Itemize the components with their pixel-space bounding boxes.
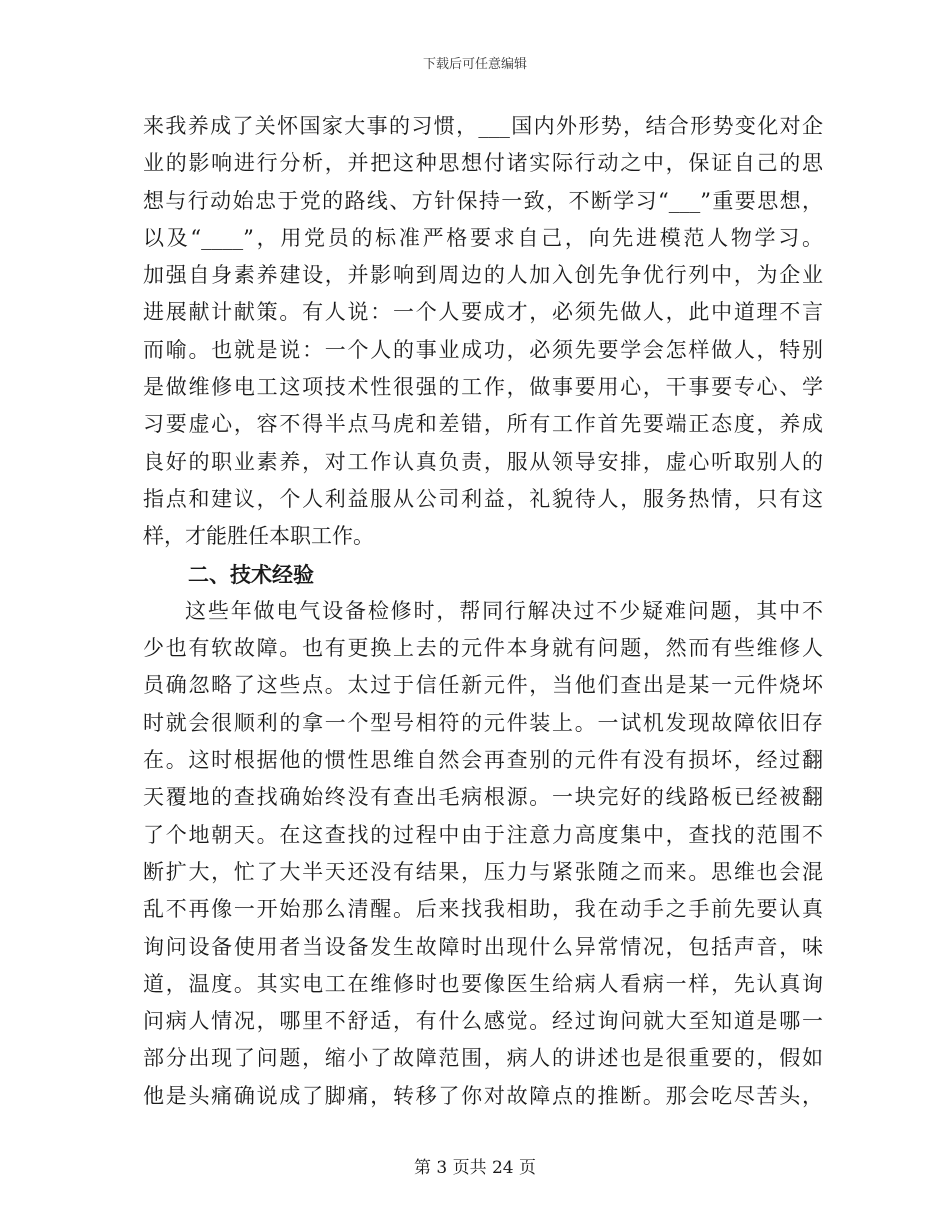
text-line: 指点和建议，个人利益服从公司利益，礼貌待人，服务热情，只有这 [143,486,823,511]
text-line: 询问设备使用者当设备发生故障时出现什么异常情况，包括声音，味 [143,934,823,959]
text-line: 想与行动始忠于党的路线、方针保持一致，不断学习“___”重要思想， [143,188,823,213]
document-body [143,108,823,1115]
text-line: 是做维修电工这项技术性很强的工作，做事要用心，干事要专心、学 [143,375,823,400]
text-line: 加强自身素养建设，并影响到周边的人加入创先争优行列中，为企业 [143,263,823,288]
text-line: 习要虚心，容不得半点马虎和差错，所有工作首先要端正态度，养成 [143,412,823,437]
text-line: 部分出现了问题，缩小了故障范围，病人的讲述也是很重要的，假如 [143,1046,823,1071]
text-line: 天覆地的查找确始终没有查出毛病根源。一块完好的线路板已经被翻 [143,785,823,810]
text-line: 这些年做电气设备检修时，帮同行解决过不少疑难问题，其中不 [185,598,823,623]
text-line: 他是头痛确说成了脚痛，转移了你对故障点的推断。那会吃尽苦头， [143,1083,823,1108]
section-heading: 二、技术经验 [188,561,314,587]
text-line: 了个地朝天。在这查找的过程中由于注意力高度集中，查找的范围不 [143,822,823,847]
text-line: 而喻。也就是说：一个人的事业成功，必须先要学会怎样做人，特别 [143,337,823,362]
page-footer: 第 3 页共 24 页 [413,1158,537,1178]
page-header: 下载后可任意编辑 [422,57,527,72]
text-line: 以及“____”，用党员的标准严格要求自己，向先进模范人物学习。 [143,225,823,250]
text-line: 时就会很顺利的拿一个型号相符的元件装上。一试机发现故障依旧存 [143,710,823,735]
text-line: 进展献计献策。有人说：一个人要成才，必须先做人，此中道理不言 [143,300,823,325]
text-line: 问病人情况，哪里不舒适，有什么感觉。经过询问就大至知道是哪一 [143,1009,823,1034]
text-line: 断扩大，忙了大半天还没有结果，压力与紧张随之而来。思维也会混 [143,859,823,884]
text-line: 道，温度。其实电工在维修时也要像医生给病人看病一样，先认真询 [143,971,823,996]
text-line: 来我养成了关怀国家大事的习惯，___国内外形势，结合形势变化对企 [143,114,823,138]
text-line: 业的影响进行分析，并把这种思想付诸实际行动之中，保证自己的思 [143,151,823,176]
text-line: 员确忽略了这些点。太过于信任新元件，当他们查出是某一元件烧坏 [143,673,823,698]
text-line: 在。这时根据他的惯性思维自然会再查别的元件有没有损坏，经过翻 [143,748,823,773]
text-line: 良好的职业素养，对工作认真负责，服从领导安排，虚心听取别人的 [143,449,823,474]
text-line: 样，才能胜任本职工作。 [143,524,374,549]
text-line: 乱不再像一开始那么清醒。后来找我相助，我在动手之手前先要认真 [143,897,823,922]
text-line: 少也有软故障。也有更换上去的元件本身就有问题，然而有些维修人 [143,636,823,661]
